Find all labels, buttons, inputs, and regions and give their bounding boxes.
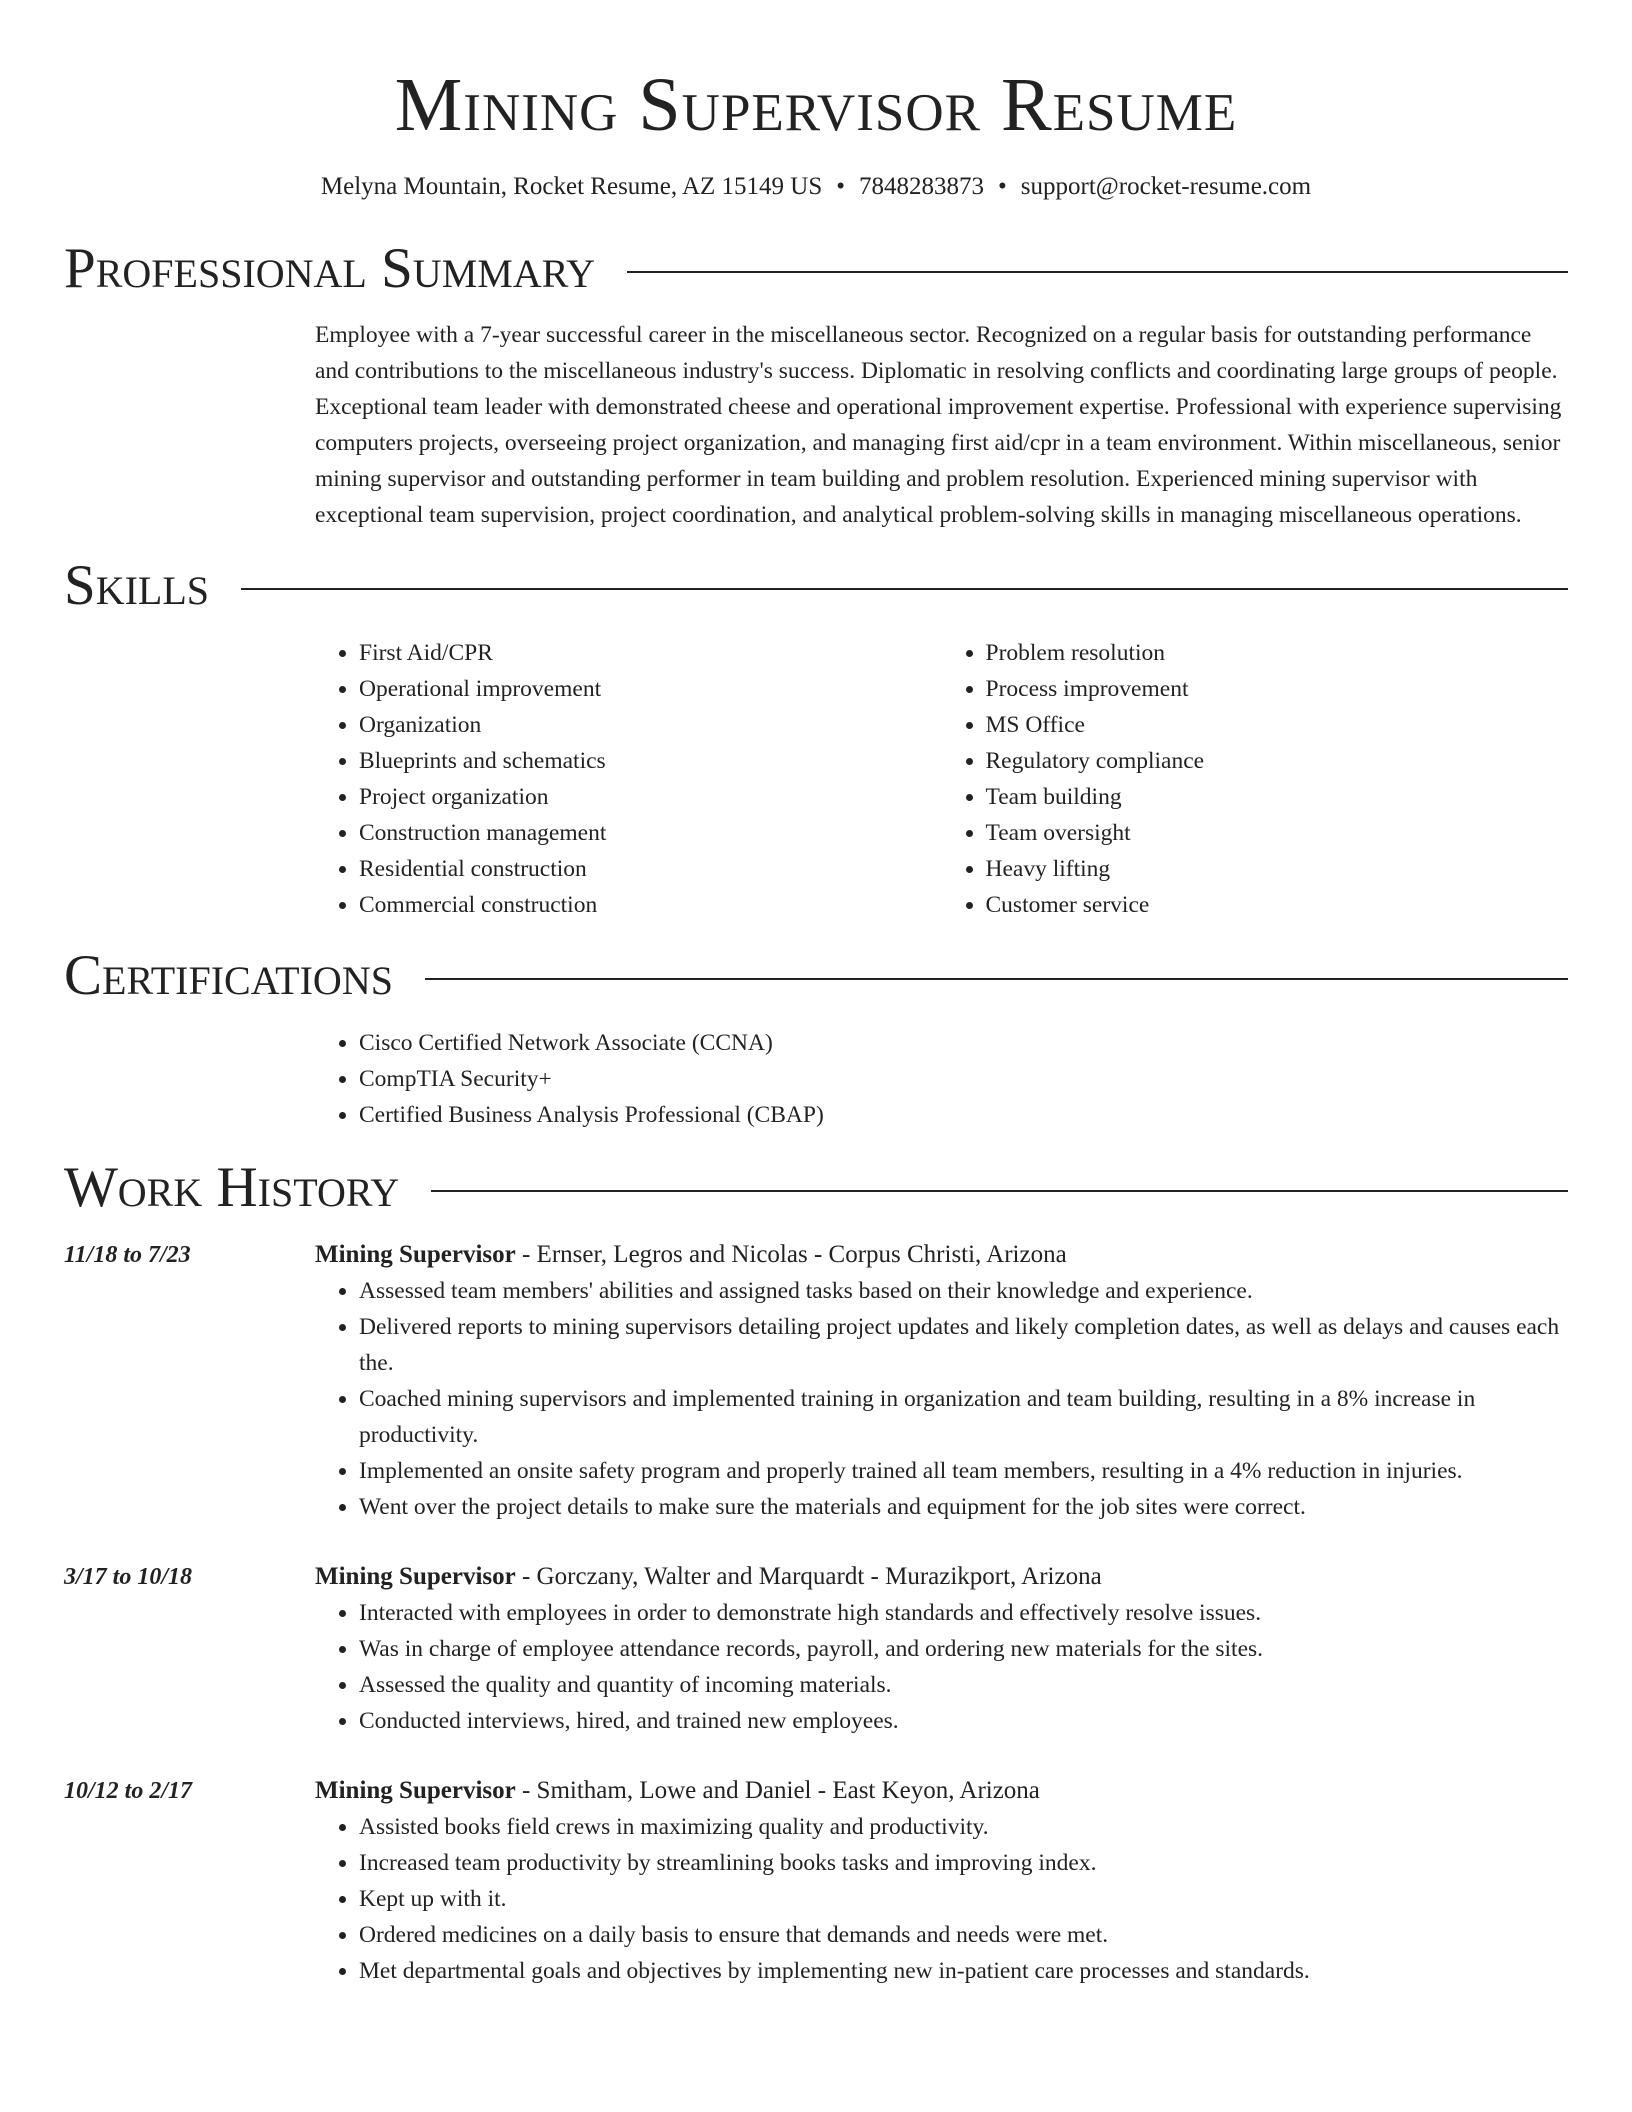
resume-page: [64, 0, 1568, 1989]
section-skills-heading: [64, 553, 1568, 619]
job-bullet: • Kept up with it.: [359, 1881, 1568, 1917]
skills-column-left: [315, 635, 942, 923]
skill-item: • First Aid/CPR: [359, 635, 942, 671]
skill-item: • Project organization: [359, 779, 942, 815]
job-bullet: • Assessed the quality and quantity of incoming materials.: [359, 1667, 1568, 1703]
section-summary-heading: [64, 236, 1568, 302]
job-bullet: • Implemented an onsite safety program and properly trained all team members, resulting in a 4% reduction in injuries.: [359, 1453, 1568, 1489]
job-bullet: • Assessed team members' abilities and assigned tasks based on their knowledge and experience.: [359, 1273, 1568, 1309]
certification-item: • Certified Business Analysis Professional (CBAP): [359, 1097, 1568, 1133]
skill-item: • Blueprints and schematics: [359, 743, 942, 779]
skill-item: • Problem resolution: [986, 635, 1569, 671]
job-title-line: [315, 1773, 1568, 1809]
job-bullet: • Assisted books field crews in maximizing quality and productivity.: [359, 1809, 1568, 1845]
section-divider: [241, 588, 1568, 590]
skills-column-right: [942, 635, 1569, 923]
job-title: Mining Supervisor: [315, 1563, 516, 1590]
job-employer: - Gorczany, Walter and Marquardt - Murazikport, Arizona: [515, 1563, 1102, 1590]
job-bullets: [315, 1809, 1568, 1989]
job-body: [315, 1559, 1568, 1739]
job-body: [315, 1773, 1568, 1989]
job-bullet: • Went over the project details to make sure the materials and equipment for the job sites were correct.: [359, 1489, 1568, 1525]
skill-item: • Residential construction: [359, 851, 942, 887]
section-divider: [431, 1190, 1568, 1192]
skill-item: • Customer service: [986, 887, 1569, 923]
job-employer: - Smitham, Lowe and Daniel - East Keyon, Arizona: [515, 1777, 1040, 1804]
job-entry: [64, 1237, 1568, 1525]
job-bullet: • Delivered reports to mining supervisors detailing project updates and likely completion dates, as well as delays and causes each the.: [359, 1309, 1568, 1381]
job-dates: 3/17 to 10/18: [64, 1564, 193, 1590]
skill-item: • MS Office: [986, 707, 1569, 743]
job-bullet: • Increased team productivity by streamlining books tasks and improving index.: [359, 1845, 1568, 1881]
skill-item: • Team oversight: [986, 815, 1569, 851]
job-body: [315, 1237, 1568, 1525]
summary-content: [315, 317, 1568, 533]
job-dates: 11/18 to 7/23: [64, 1242, 191, 1268]
job-bullet: • Interacted with employees in order to demonstrate high standards and effectively resolve issues.: [359, 1595, 1568, 1631]
skill-item: • Commercial construction: [359, 887, 942, 923]
job-employer: - Ernser, Legros and Nicolas - Corpus Christi, Arizona: [515, 1241, 1067, 1268]
certifications-content: [315, 1025, 1568, 1133]
contact-line: [64, 170, 1568, 204]
contact-address: Melyna Mountain, Rocket Resume, AZ 15149 US: [320, 173, 823, 200]
contact-email: support@rocket-resume.com: [1020, 173, 1312, 200]
skill-item: • Regulatory compliance: [986, 743, 1569, 779]
skill-item: • Organization: [359, 707, 942, 743]
job-entry: [64, 1559, 1568, 1739]
section-title: Certifications: [64, 944, 393, 1007]
job-title-line: [315, 1559, 1568, 1595]
skill-item: • Team building: [986, 779, 1569, 815]
skill-item: • Operational improvement: [359, 671, 942, 707]
job-title: Mining Supervisor: [315, 1241, 516, 1268]
section-divider: [627, 271, 1568, 273]
job-bullet: • Ordered medicines on a daily basis to ensure that demands and needs were met.: [359, 1917, 1568, 1953]
job-bullet: • Conducted interviews, hired, and trained new employees.: [359, 1703, 1568, 1739]
job-dates: 10/12 to 2/17: [64, 1778, 193, 1804]
skill-item: • Heavy lifting: [986, 851, 1569, 887]
certifications-list: [315, 1025, 1568, 1133]
job-title: Mining Supervisor: [315, 1777, 516, 1804]
section-certifications-heading: [64, 943, 1568, 1009]
job-bullets: [315, 1595, 1568, 1739]
job-bullet: • Met departmental goals and objectives by implementing new in-patient care processes and standards.: [359, 1953, 1568, 1989]
summary-paragraph: Employee with a 7-year successful career in the miscellaneous sector. Recognized on a regular basis for outstanding performance and contributions to the miscellaneous industry's success. Diplomatic in resolving conflicts and coordinating large groups of people. Exceptional team leader with demonstrated cheese and operational improvement expertise. Professional with experience supervising computers projects, overseeing project organization, and managing first aid/cpr in a team environment. Within miscellaneous, senior mining supervisor and outstanding performer in team building and problem resolution. Experienced mining supervisor with exceptional team supervision, project coordination, and analytical problem-solving skills in managing miscellaneous operations.: [315, 322, 1562, 528]
contact-phone: 7848283873: [859, 173, 985, 200]
certification-item: • CompTIA Security+: [359, 1061, 1568, 1097]
section-work-heading: [64, 1155, 1568, 1221]
section-title: Professional Summary: [64, 237, 596, 300]
section-title: Skills: [64, 554, 210, 617]
job-entry: [64, 1773, 1568, 1989]
skills-list: [315, 635, 1568, 923]
skill-item: • Construction management: [359, 815, 942, 851]
certification-item: • Cisco Certified Network Associate (CCNA): [359, 1025, 1568, 1061]
job-bullet: • Was in charge of employee attendance records, payroll, and ordering new materials for the sites.: [359, 1631, 1568, 1667]
contact-separator: •: [998, 173, 1007, 200]
skill-item: • Process improvement: [986, 671, 1569, 707]
section-title: Work History: [64, 1156, 400, 1219]
section-divider: [425, 978, 1568, 980]
contact-separator: •: [836, 173, 846, 200]
job-bullet: • Coached mining supervisors and implemented training in organization and team building, resulting in a 8% increase in productivity.: [359, 1381, 1568, 1453]
job-bullets: [315, 1273, 1568, 1525]
resume-title: Mining Supervisor Resume: [394, 63, 1238, 147]
job-title-line: [315, 1237, 1568, 1273]
